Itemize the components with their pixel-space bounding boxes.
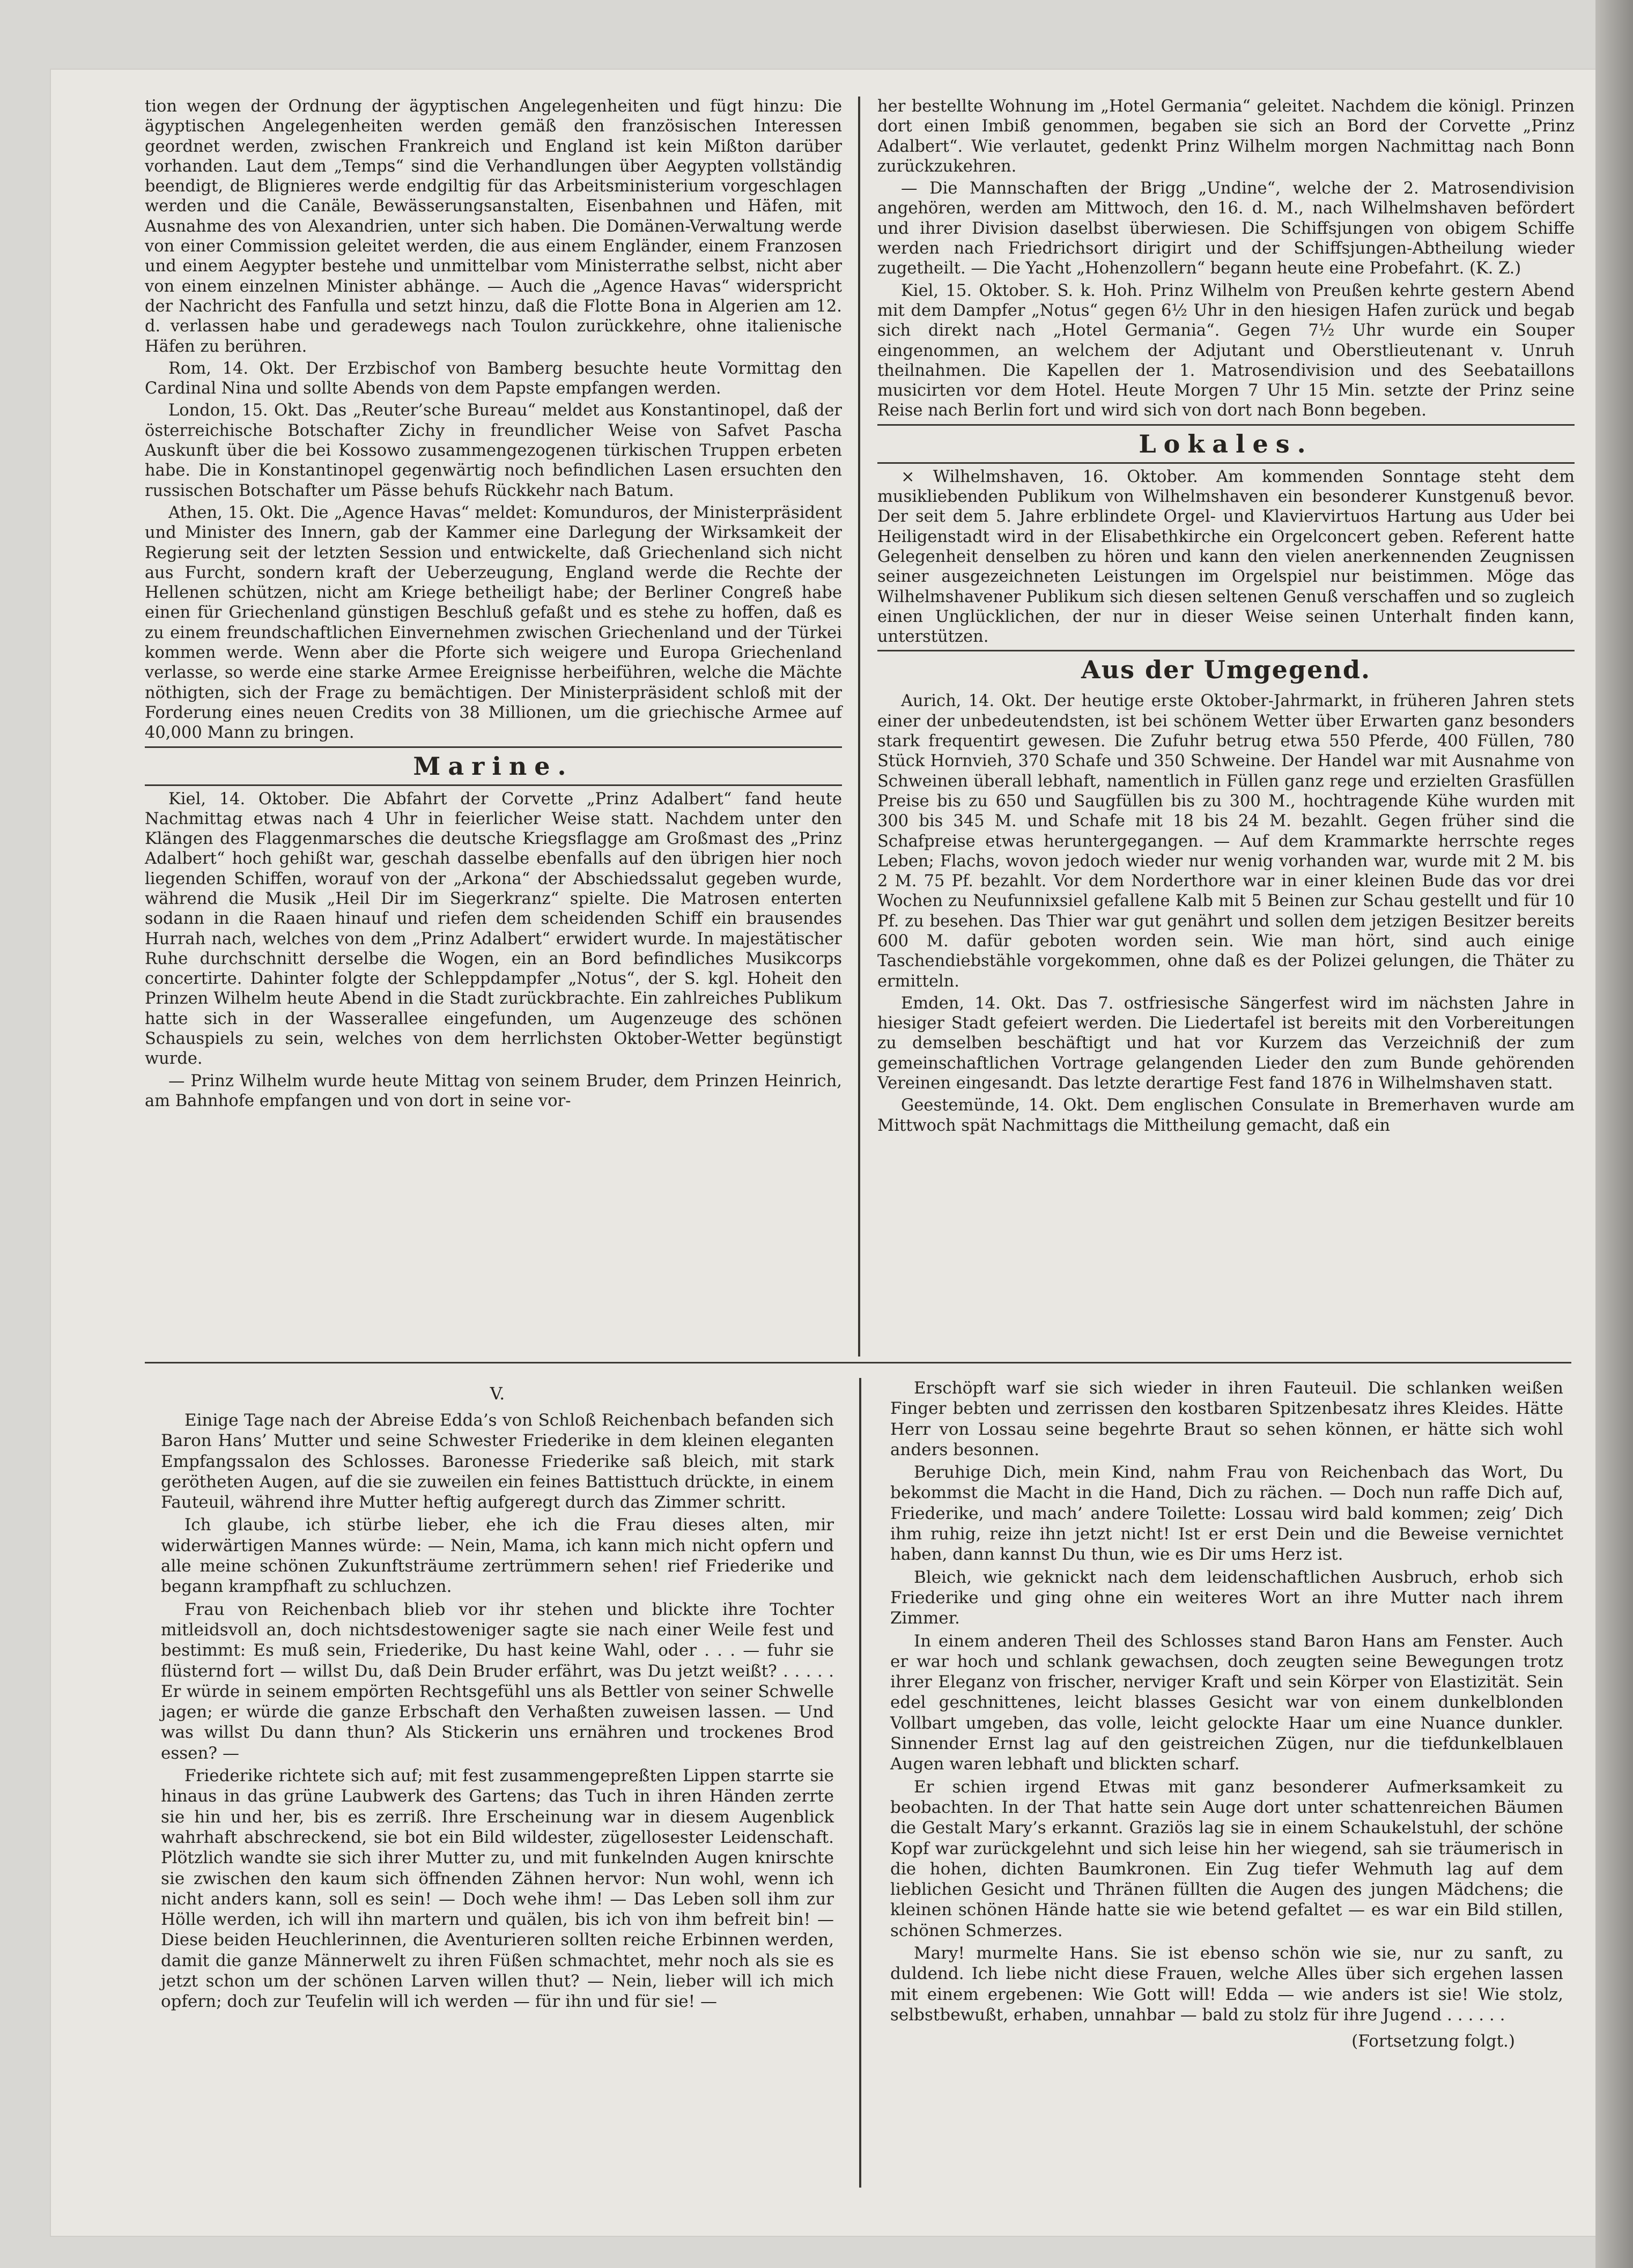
umgegend-paragraph: Geestemünde, 14. Okt. Dem englischen Consulate in Bremerhaven wurde am Mittwoch spät Nachmittags die Mittheilung gemacht, daß ein bbox=[877, 1096, 1575, 1135]
news-column-right bbox=[877, 97, 1575, 1138]
story-paragraph: In einem anderen Theil des Schlosses stand Baron Hans am Fenster. Auch er war hoch und schlank gewachsen, doch zeugten seine Bewegungen trotz ihrer Eleganz von frischer, nerviger Kraft und sein Körper von Elastizität. Sein edel geschnittenes, leicht blasses Gesicht war von einem dunkelblonden Vollbart umgeben, das volle, leicht gelockte Haar um eine Nuance dunkler. Sinnender Ernst lag auf den geistreichen Zügen, nur die tiefdunkelblauen Augen waren lebhaft und blickten scharf. bbox=[890, 1631, 1563, 1774]
feuilleton-column-right bbox=[890, 1378, 1563, 2051]
news-paragraph: Rom, 14. Okt. Der Erzbischof von Bamberg besuchte heute Vormittag den Cardinal Nina und sollte Abends von dem Papste empfangen werden. bbox=[145, 359, 842, 398]
column-divider bbox=[859, 1378, 861, 2188]
story-paragraph: Erschöpft warf sie sich wieder in ihren Fauteuil. Die schlanken weißen Finger bebten und zerrissen den kostbaren Spitzenbesatz ihres Kleides. Hätte Herr von Lossau seine begehrte Braut so sehen können, er hätte sich wohl anders besonnen. bbox=[890, 1378, 1563, 1459]
story-paragraph: Mary! murmelte Hans. Sie ist ebenso schön wie sie, nur zu sanft, zu duldend. Ich liebe nicht diese Frauen, welche Alles über sich ergehen lassen mit einem ergebenen: Wie Gott will! Edda — wie anders ist sie! Wie stolz, selbstbewußt, erhaben, unnahbar — bald zu stolz für ihre Jugend . . . . . . bbox=[890, 1944, 1563, 2025]
marine-paragraph: — Prinz Wilhelm wurde heute Mittag von seinem Bruder, dem Prinzen Heinrich, am Bahnhofe empfangen und von dort in seine vor- bbox=[145, 1071, 842, 1110]
column-divider bbox=[858, 97, 860, 1357]
news-paragraph: London, 15. Okt. Das „Reuter’sche Bureau“ meldet aus Konstantinopel, daß der österreichische Botschafter Zichy in freundlicher Weise von Safvet Pascha Auskunft über die bei Kossowo zusammengezogenen türkischen Truppen erbeten habe. Die in Konstantinopel gegenwärtig noch befindlichen Lasen ersuchten den russischen Botschafter um Pässe behufs Rückkehr nach Batum. bbox=[145, 401, 842, 500]
feuilleton-divider bbox=[145, 1362, 1571, 1363]
page-gutter-shadow bbox=[1595, 0, 1633, 2268]
marine-paragraph: Kiel, 14. Oktober. Die Abfahrt der Corvette „Prinz Adalbert“ fand heute Nachmittag etwas nach 4 Uhr in feierlicher Weise statt. Nachdem unter den Klängen des Flaggenmarsches die deutsche Kriegsflagge am Großmast des „Prinz Adalbert“ hoch gehißt war, geschah dasselbe ebenfalls auf den übrigen hier noch liegenden Schiffen, worauf von der „Arkona“ der Abschiedssalut gegeben wurde, während die Musik „Heil Dir im Siegerkranz“ spielte. Die Matrosen enterten sodann in die Raaen hinauf und riefen dem scheidenden Schiff ein brausendes Hurrah nach, welches von dem „Prinz Adalbert“ erwidert wurde. In majestätischer Ruhe durchschnitt derselbe die Wogen, ein an Bord befindliches Musikcorps concertirte. Dahinter folgte der Schleppdampfer „Notus“, der S. kgl. Hoheit den Prinzen Wilhelm heute Abend in die Stadt zurückbrachte. Ein zahlreiches Publikum hatte sich in der Wasserallee eingefunden, um Augenzeuge des schönen Schauspiels zu sein, welches von dem herrlichsten Oktober-Wetter begünstigt wurde. bbox=[145, 789, 842, 1069]
news-paragraph: Kiel, 15. Oktober. S. k. Hoh. Prinz Wilhelm von Preußen kehrte gestern Abend mit dem Dampfer „Notus“ gegen 6½ Uhr in den hiesigen Hafen zurück und begab sich direkt nach „Hotel Germania“. Gegen 7½ Uhr wurde ein Souper eingenommen, an welchem der Adjutant und Oberstlieutenant v. Unruh theilnahmen. Die Kapellen der 1. Matrosendivision und des Seebataillons musicirten vor dem Hotel. Heute Morgen 7 Uhr 15 Min. setzte der Prinz seine Reise nach Berlin fort und wird sich von dort nach Bonn begeben. bbox=[877, 281, 1575, 420]
umgegend-heading: Aus der Umgegend. bbox=[877, 650, 1575, 688]
story-paragraph: Einige Tage nach der Abreise Edda’s von Schloß Reichenbach befanden sich Baron Hans’ Mutter und seine Schwester Friederike in dem kleinen eleganten Empfangssalon des Schlosses. Baronesse Friederike saß bleich, mit stark gerötheten Augen, auf die sie zuweilen ein feines Battisttuch drückte, in einem Fauteuil, während ihre Mutter heftig aufgeregt durch das Zimmer schritt. bbox=[161, 1411, 834, 1513]
feuilleton-column-left bbox=[161, 1378, 834, 2014]
news-paragraph: tion wegen der Ordnung der ägyptischen Angelegenheiten und fügt hinzu: Die ägyptischen Angelegenheiten werden gemäß den französischen Interessen geordnet werden, zwischen Frankreich und England ist kein Mißton darüber vorhanden. Laut dem „Temps“ sind die Verhandlungen über Aegypten vollständig beendigt, de Blignieres werde endgiltig für das Arbeitsministerium vorgeschlagen werden und die Canäle, Bewässerungsanstalten, Eisenbahnen und Häfen, mit Ausnahme des von Alexandrien, unter sich haben. Die Domänen-Verwaltung werde von einer Commission geleitet werden, die aus einem Engländer, einem Franzosen und einem Aegypter bestehe und unmittelbar vom Ministerrathe selbst, nicht aber von einem einzelnen Minister abhänge. — Auch die „Agence Havas“ widerspricht der Nachricht des Fanfulla und setzt hinzu, daß die Flotte Bona in Algerien am 12. d. verlassen habe und geradewegs nach Toulon zurückkehre, ohne italienische Häfen zu berühren. bbox=[145, 97, 842, 356]
story-paragraph: Friederike richtete sich auf; mit fest zusammengepreßten Lippen starrte sie hinaus in das grüne Laubwerk des Gartens; das Tuch in ihren Händen zerrte sie hin und her, bis es zerriß. Ihre Erscheinung war in diesem Augenblick wahrhaft abschreckend, sie bot ein Bild wildester, zügellosester Leidenschaft. Plötzlich wandte sie sich ihrer Mutter zu, und mit funkelnden Augen knirschte sie zwischen den kaum sich öffnenden Zähnen hervor: Nun wohl, wenn ich nicht anders kann, soll es sein! — Doch wehe ihm! — Das Leben soll ihm zur Hölle werden, ich will ihn martern und quälen, bis ich von ihm befreit bin! — Diese beiden Heuchlerinnen, die Aventurieren sollten reiche Erbinnen werden, damit die ganze Männerwelt zu ihren Füßen schmachtet, mehr noch als sie es jetzt schon um der schönen Larven willen thut? — Nein, lieber will ich mich opfern; doch zur Teufelin will ich werden — für ihn und für sie! — bbox=[161, 1766, 834, 2012]
umgegend-paragraph: Aurich, 14. Okt. Der heutige erste Oktober-Jahrmarkt, in früheren Jahren stets einer der unbedeutendsten, ist bei schönem Wetter über Erwarten ganz besonders stark frequentirt gewesen. Die Zufuhr betrug etwa 550 Pferde, 400 Füllen, 780 Stück Hornvieh, 370 Schafe und 350 Schweine. Der Handel war mit Ausnahme von Schweinen überall lebhaft, namentlich in Füllen ganz rege und erzielten Grasfüllen Preise bis zu 650 und Saugfüllen bis zu 300 M., hochtragende Kühe wurden mit 300 bis 345 M. und Schafe mit 18 bis 24 M. bezahlt. Gegen früher sind die Schafpreise etwas heruntergegangen. — Auf dem Krammarkte herrschte reges Leben; Flachs, wovon jedoch wieder nur wenig vorhanden war, wurde mit 2 M. bis 2 M. 75 Pf. bezahlt. Vor dem Norderthore war in einer kleinen Bude das vor drei Wochen zu Neufunnixsiel gefallene Kalb mit 5 Beinen zur Schau gestellt und für 10 Pf. zu besehen. Das Thier war gut genährt und sollen dem jetzigen Besitzer bereits 600 M. dafür geboten worden sein. Wie man hört, sind auch einige Taschendiebstähle vorgekommen, ohne daß es der Polizei gelungen, die Thäter zu ermitteln. bbox=[877, 692, 1575, 991]
feuilleton-section bbox=[161, 1378, 1566, 2236]
lokales-paragraph: × Wilhelmshaven, 16. Oktober. Am kommenden Sonntage steht dem musikliebenden Publikum von Wilhelmshaven ein besonderer Kunstgenuß bevor. Der seit dem 5. Jahre erblindete Orgel- und Klaviervirtuos Hartung aus Uder bei Heiligenstadt wird in der Elisabethkirche ein Orgelconcert geben. Referent hatte Gelegenheit denselben zu hören und kann den vielen anerkennenden Zeugnissen seiner ausgezeichneten Leistungen im Orgelspiel nur beistimmen. Möge das Wilhelmshavener Publikum sich diesen seltenen Genuß verschaffen und so zugleich einen Unglücklichen, der nur in dieser Weise seinen Unterhalt finden kann, unterstützen. bbox=[877, 467, 1575, 647]
news-section bbox=[145, 97, 1575, 1357]
continuation-note: (Fortsetzung folgt.) bbox=[1351, 2032, 1515, 2051]
story-paragraph: Beruhige Dich, mein Kind, nahm Frau von Reichenbach das Wort, Du bekommst die Macht in die Hand, Dich zu rächen. — Doch nun raffe Dich auf, Friederike, und mach’ andere Toilette: Lossau wird bald kommen; zeig’ Dich ihm ruhig, reize ihn jetzt nicht! Ist er erst Dein und die Beweise vernichtet haben, dann kannst Du thun, wie es Dir ums Herz ist. bbox=[890, 1463, 1563, 1565]
news-column-left bbox=[145, 97, 842, 1113]
story-paragraph: Frau von Reichenbach blieb vor ihr stehen und blickte ihre Tochter mitleidsvoll an, doch nichtsdestoweniger sagte sie nach einer Weile fest und bestimmt: Es muß sein, Friederike, Du hast keine Wahl, oder . . . — fuhr sie flüsternd fort — willst Du, daß Dein Bruder erfährt, was Du jetzt weißt? . . . . . Er würde in seinem empörten Rechtsgefühl uns als Bettler von seiner Schwelle jagen; er würde die ganze Erbschaft den Verhaßten zuweisen lassen. — Und was willst Du dann thun? Als Stickerin uns ernähren und trockenes Brod essen? — bbox=[161, 1599, 834, 1763]
marine-heading: Marine. bbox=[145, 746, 842, 786]
story-paragraph: Bleich, wie geknickt nach dem leidenschaftlichen Ausbruch, erhob sich Friederike und ging ohne ein weiteres Wort an ihre Mutter nach ihrem Zimmer. bbox=[890, 1567, 1563, 1628]
chapter-number: V. bbox=[490, 1383, 505, 1404]
umgegend-paragraph: Emden, 14. Okt. Das 7. ostfriesische Sängerfest wird im nächsten Jahre in hiesiger Stadt gefeiert werden. Die Liedertafel ist bereits mit den Vorbereitungen zu demselben beschäftigt und hat vor Kurzem das Verzeichniß der zum gemeinschaftlichen Vortrage gelangenden Lieder den zum Bunde gehörenden Vereinen eingesandt. Das letzte derartige Fest fand 1876 in Wilhelmshaven statt. bbox=[877, 994, 1575, 1093]
story-paragraph: Er schien irgend Etwas mit ganz besonderer Aufmerksamkeit zu beobachten. In der That hatte sein Auge dort unter schattenreichen Bäumen die Gestalt Mary’s erkannt. Graziös lag sie in einem Schaukelstuhl, der schöne Kopf war zurückgelehnt und sich leise hin her wiegend, sah sie träumerisch in die hohen, dichten Baumkronen. Ein Zug tiefer Wehmuth lag auf dem lieblichen Gesicht und Thränen füllten die Augen des jungen Mädchens; die kleinen schönen Hände hatte sie wie betend gefaltet — es war ein Bild stillen, schönen Schmerzes. bbox=[890, 1777, 1563, 1940]
news-paragraph: Athen, 15. Okt. Die „Agence Havas“ meldet: Komunduros, der Ministerpräsident und Minister des Innern, gab der Kammer eine Darlegung der Wirksamkeit der Regierung seit der letzten Session und entwickelte, daß Griechenland sich nicht aus Furcht, sondern kraft der Ueberzeugung, England werde die Rechte der Hellenen schützen, nicht am Kriege betheiligt habe; der Berliner Congreß habe einen für Griechenland günstigen Beschluß gefaßt und es stehe zu hoffen, daß es zu einem freundschaftlichen Einvernehmen zwischen Griechenland und der Türkei kommen werde. Wenn aber die Pforte sich weigere und Europa Griechenland verlasse, so werde eine starke Armee Ereignisse herbeiführen, welche die Mächte nöthigten, sich der Frage zu bemächtigen. Der Ministerpräsident schloß mit der Forderung eines neuen Credits von 38 Millionen, um die griechische Armee auf 40,000 Mann zu bringen. bbox=[145, 503, 842, 743]
news-paragraph: her bestellte Wohnung im „Hotel Germania“ geleitet. Nachdem die königl. Prinzen dort einen Imbiß genommen, begaben sie sich an Bord der Corvette „Prinz Adalbert“. Wie verlautet, gedenkt Prinz Wilhelm morgen Nachmittag nach Bonn zurückzukehren. bbox=[877, 97, 1575, 176]
lokales-heading: Lokales. bbox=[877, 424, 1575, 464]
story-paragraph: Ich glaube, ich stürbe lieber, ehe ich die Frau dieses alten, mir widerwärtigen Mannes würde: — Nein, Mama, ich kann mich nicht opfern und alle meine schönen Zukunftsträume zertrümmern sehen! rief Friederike und begann krampfhaft zu schluchzen. bbox=[161, 1515, 834, 1597]
news-paragraph: — Die Mannschaften der Brigg „Undine“, welche der 2. Matrosendivision angehören, werden am Mittwoch, den 16. d. M., nach Wilhelmshaven befördert und ihrer Division daselbst überwiesen. Die Schiffsjungen von obigem Schiffe werden nach Friedrichsort dirigirt und der Schiffsjungen-Abtheilung wieder zugetheilt. — Die Yacht „Hohenzollern“ begann heute eine Probefahrt. (K. Z.) bbox=[877, 179, 1575, 278]
